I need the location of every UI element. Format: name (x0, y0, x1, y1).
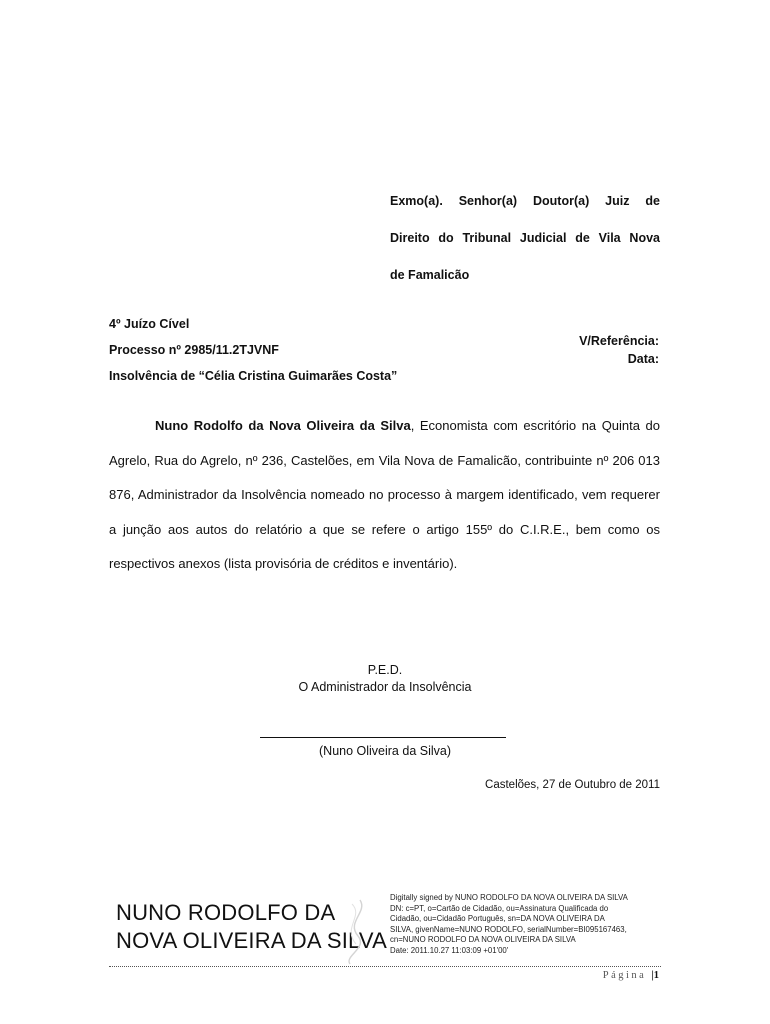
closing-block (0, 662, 770, 696)
digital-signature-details (390, 893, 670, 956)
signature-detail-line: Digitally signed by NUNO RODOLFO DA NOVA OLIVEIRA DA SILVA (390, 893, 628, 902)
signature-detail-line: SILVA, givenName=NUNO RODOLFO, serialNumber=BI095167463, (390, 924, 627, 934)
addressee-line-2: Direito do Tribunal Judicial de Vila Nova (390, 231, 660, 245)
case-subject: Insolvência de “Célia Cristina Guimarães Costa” (109, 369, 398, 383)
page-label: Página (602, 970, 647, 981)
addressee-line-1: Exmo(a). Senhor(a) Doutor(a) Juiz de (390, 194, 660, 208)
signature-detail-line: DN: c=PT, o=Cartão de Cidadão, ou=Assinatura Qualificada do (390, 903, 609, 913)
ped-text: P.E.D. (367, 663, 403, 677)
administrator-role: O Administrador da Insolvência (298, 680, 472, 694)
signature-detail-line: cn=NUNO RODOLFO DA NOVA OLIVEIRA DA SILVA (390, 935, 576, 944)
reference-label: V/Referência: (579, 334, 659, 348)
digital-signer-name-line-1: NUNO RODOLFO DA (116, 900, 336, 925)
page-separator: | (651, 970, 654, 981)
signature-line (260, 737, 506, 738)
place-date: Castelões, 27 de Outubro de 2011 (485, 779, 660, 791)
signature-scribble-icon (338, 898, 378, 966)
reference-block (579, 332, 659, 368)
body-name: Nuno Rodolfo da Nova Oliveira da Silva (155, 418, 411, 433)
signer-name: (Nuno Oliveira da Silva) (319, 744, 451, 758)
signature-detail-line: Date: 2011.10.27 11:03:09 +01'00' (390, 945, 509, 955)
case-info (109, 311, 397, 389)
page-number: 1 (653, 970, 659, 981)
footer-divider (109, 966, 661, 967)
digital-signer-name-line-2: NOVA OLIVEIRA DA SILVA (116, 928, 387, 953)
page-indicator (603, 970, 659, 981)
court-name: 4º Juízo Cível (109, 317, 190, 331)
addressee-block (390, 193, 660, 304)
addressee-line-3: de Famalicão (390, 268, 470, 282)
process-number: Processo nº 2985/11.2TJVNF (109, 343, 279, 357)
signature-detail-line: Cidadão, ou=Cidadão Português, sn=DA NOVA OLIVEIRA DA (390, 914, 605, 923)
body-paragraph (109, 409, 660, 582)
date-label: Data: (627, 352, 659, 366)
body-text: , Economista com escritório na Quinta do Agrelo, Rua do Agrelo, nº 236, Castelões, em Vila Nova de Famalicão, contribuinte nº 206 013 876, Administrador da Insolvência nomeado no processo à margem identificado, vem requerer a junção aos autos do relatório a que se refere o artigo 155º do C.I.R.E., bem como os respectivos anexos (lista provisória de créditos e inventário). (109, 418, 660, 572)
